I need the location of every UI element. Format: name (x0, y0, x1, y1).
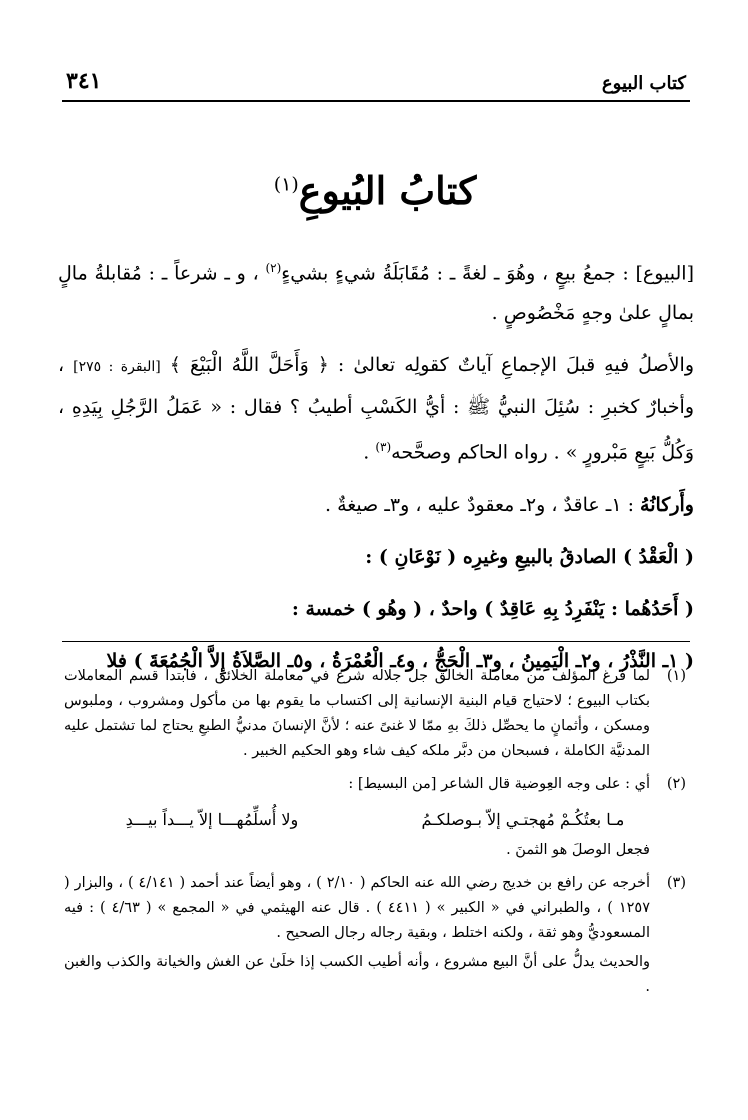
footnote-body (64, 871, 650, 1000)
verse-first-half: مـا بعتُكُـمْ مُهجتـي إلاّ بـوصلكـمُ (421, 810, 625, 829)
paragraph-list: ( ١ـ النَّذْرُ ، و٢ـ الْيَمِينُ ، و٣ـ الْحَجُّ ، و٤ـ الْعُمْرَةُ ، و٥ـ الصَّلاَةُ إِلاَّ الْجُمُعَةَ ) فلا (106, 649, 694, 672)
pillars-text: : ١ـ عاقدٌ ، و٢ـ معقودٌ عليه ، و٣ـ صيغةٌ . (324, 493, 634, 516)
origin-text: والأصلُ فيهِ قبلَ الإجماعِ آياتٌ كقولِه تعالىٰ : ﴿ وَأَحَلَّ اللَّهُ الْبَيْعَ ﴾ (169, 354, 694, 377)
running-title: كتاب البيوع (601, 73, 686, 94)
chapter-title (60, 168, 690, 213)
footnote-ref-3: (٣) (375, 440, 392, 455)
verse (64, 807, 686, 832)
footnote-1 (64, 664, 686, 764)
footnote-number: (١) (666, 668, 686, 684)
page-number: ٣٤١ (66, 68, 102, 94)
main-text (58, 248, 694, 681)
definition-text: [البيوع] : جمعُ بيعٍ ، وهُوَ ـ لغةً ـ : مُقَابَلَةُ شيءٍ بشيءٍ (281, 262, 694, 285)
paragraph-definition (58, 248, 694, 333)
quran-reference: [البقرة : ٢٧٥] (73, 359, 161, 376)
footnote-3 (64, 871, 686, 1000)
definition-text-cont: ، و ـ شرعاً ـ : مُقابلةُ مالٍ بمالٍ علىٰ وجهٍ مَخْصُوصٍ . (58, 262, 694, 325)
footnote-ref-2: (٢) (265, 261, 282, 275)
footnotes (64, 664, 686, 1000)
pillars-lead: وأَركانُهُ (640, 493, 694, 516)
header-rule (62, 100, 690, 102)
footnote-number: (٢) (666, 776, 686, 792)
page-header (66, 58, 686, 94)
paragraph-pillars (58, 485, 694, 525)
footnote-text-2: والحديث يدلُّ على أنَّ البيع مشروع ، وأنه أطيب الكسب إذا خلَىٰ عن الغش والخيانة والكذب والغبن . (64, 954, 650, 995)
footnote-after-verse: فجعل الوصلَ هو الثمنَ . (506, 842, 650, 858)
footnote-body (64, 772, 650, 797)
paragraph-first-type: ( أَحَدُهُما : يَنْفَرِدُ بِهِ عَاقِدٌ ) واحدٌ ، ( وهُو ) خمسة : (291, 597, 694, 620)
verse-second-half: ولا أُسلِّمُهـــا إلاّ يـــداً بيـــدِ (125, 810, 299, 829)
footnote-separator (62, 641, 690, 642)
paragraph-origin (58, 345, 694, 472)
footnote-2 (64, 772, 686, 797)
footnote-number: (٣) (666, 875, 686, 891)
footnote-text: أخرجه عن رافع بن خديج رضي الله عنه الحاكم ( ٢/١٠ ) ، وهو أيضاً عند أحمد ( ٤/١٤١ ) ، والبزار ( ١٢٥٧ ) ، والطبراني في « الكبير » ( ٤٤١١ ) . قال عنه الهيثمي في « المجمع » ( ٤/٦٣ ) : فيه المسعوديُّ وهو ثقة ، ولكنه اختلط ، وبقية رجاله رجال الصحيح . (64, 875, 651, 941)
footnote-text: أي : على وجه العِوضية قال الشاعر [من البسيط] : (348, 776, 650, 792)
origin-text-end: . (363, 441, 370, 464)
footnote-text: لما فرغ المؤلف من معاملة الخالق جل جلاله شرع في معاملة الخلائق ، فابتدأ قسم المعاملات بكتاب البيوع ؛ لاحتياج قيام البنية الإنسانية إلى اكتساب ما يقوم بها من مأكول ومشروب ، وملبوس ومسكن ، وأثمانٍ ما يحصِّل ذلكَ بهِ ممّا لا غنىً عنه ؛ لأنَّ الإنسانَ مدنيُّ الطبعِ يحتاج لما تشتمل عليه المدنيَّة الكاملة ، فسبحان من دبَّر ملكه كيف شاء وهو الحكيم الخبير . (64, 668, 650, 759)
paragraph-contract-types: ( الْعَقْدُ ) الصادقُ بالبيعِ وغيرِه ( نَوْعَانِ ) : (365, 545, 694, 568)
chapter-footnote-ref: (١) (273, 173, 299, 196)
chapter-title-text: كتابُ البُيوعِ (298, 168, 477, 213)
origin-text-cont: ، وأخبارٌ كخبرِ : سُئِلَ النبيُّ ﷺ : أيُّ الكَسْبِ أطيبُ ؟ فقال : « عَمَلُ الرَّجُلِ بِيَدِهِ ، وَكُلُّ بَيعٍ مَبْرورٍ » . رواه الحاكم وصحَّحه (58, 354, 694, 464)
